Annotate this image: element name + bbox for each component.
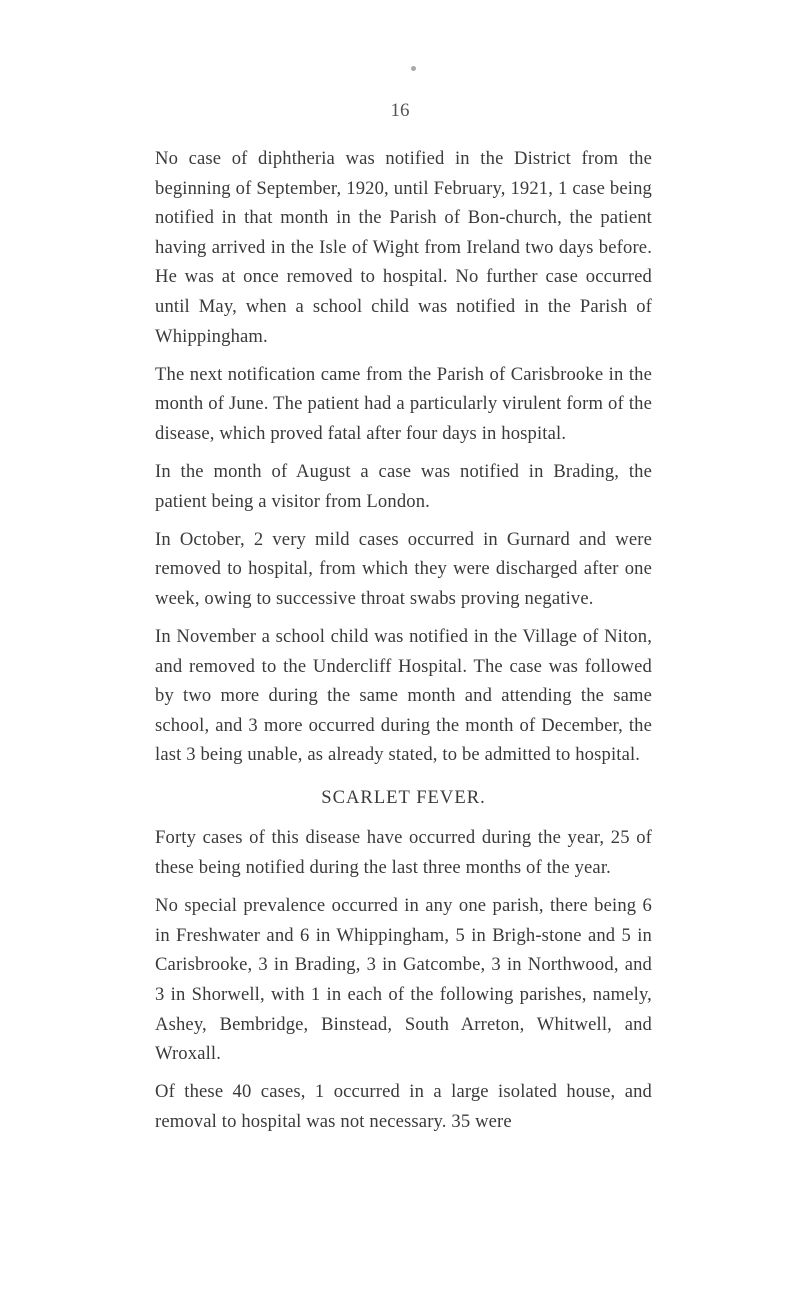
paragraph-isolated-house: Of these 40 cases, 1 occurred in a large isolated house, and removal to hospital was not necessary. 35 were — [155, 1081, 652, 1132]
document-body — [155, 144, 652, 1145]
section-heading-scarlet-fever: SCARLET FEVER. — [321, 786, 486, 808]
paragraph-parish-distribution: No special prevalence occurred in any one parish, there being 6 in Freshwater and 6 in Whippingham, 5 in Brigh-stone and 5 in Carisbrooke, 3 in Brading, 3 in Gatcombe, 3 in Northwood, and 3 in Shorwell, with 1 in each of the following parishes, namely, Ashey, Bembridge, Binstead, South Arreton, Whitwell, and Wroxall. — [155, 895, 652, 1065]
page-mark-dot — [411, 66, 416, 71]
paragraph-diphtheria-intro: No case of diphtheria was notified in the District from the beginning of September, 1920, until February, 1921, 1 case being notified in that month in the Parish of Bon-church, the patient having arrived in the Isle of Wight from Ireland two days before. He was at once removed to hospital. No further case occurred until May, when a school child was notified in the Parish of Whippingham. — [155, 148, 652, 347]
paragraph-forty-cases: Forty cases of this disease have occurred during the year, 25 of these being notified during the last three months of the year. — [155, 827, 652, 879]
paragraph-gurnard: In October, 2 very mild cases occurred in Gurnard and were removed to hospital, from which they were discharged after one week, owing to successive throat swabs proving negative. — [155, 528, 652, 609]
page-number: 16 — [390, 100, 410, 121]
paragraph-brading: In the month of August a case was notified in Brading, the patient being a visitor from London. — [155, 460, 652, 512]
paragraph-niton: In November a school child was notified in the Village of Niton, and removed to the Undercliff Hospital. The case was followed by two more during the same month and attending the same school, and 3 more occurred during the month of December, the last 3 being unable, as already stated, to be admitted to hospital. — [155, 625, 652, 766]
paragraph-carisbrooke: The next notification came from the Parish of Carisbrooke in the month of June. The patient had a particularly virulent form of the disease, which proved fatal after four days in hospital. — [155, 363, 652, 444]
